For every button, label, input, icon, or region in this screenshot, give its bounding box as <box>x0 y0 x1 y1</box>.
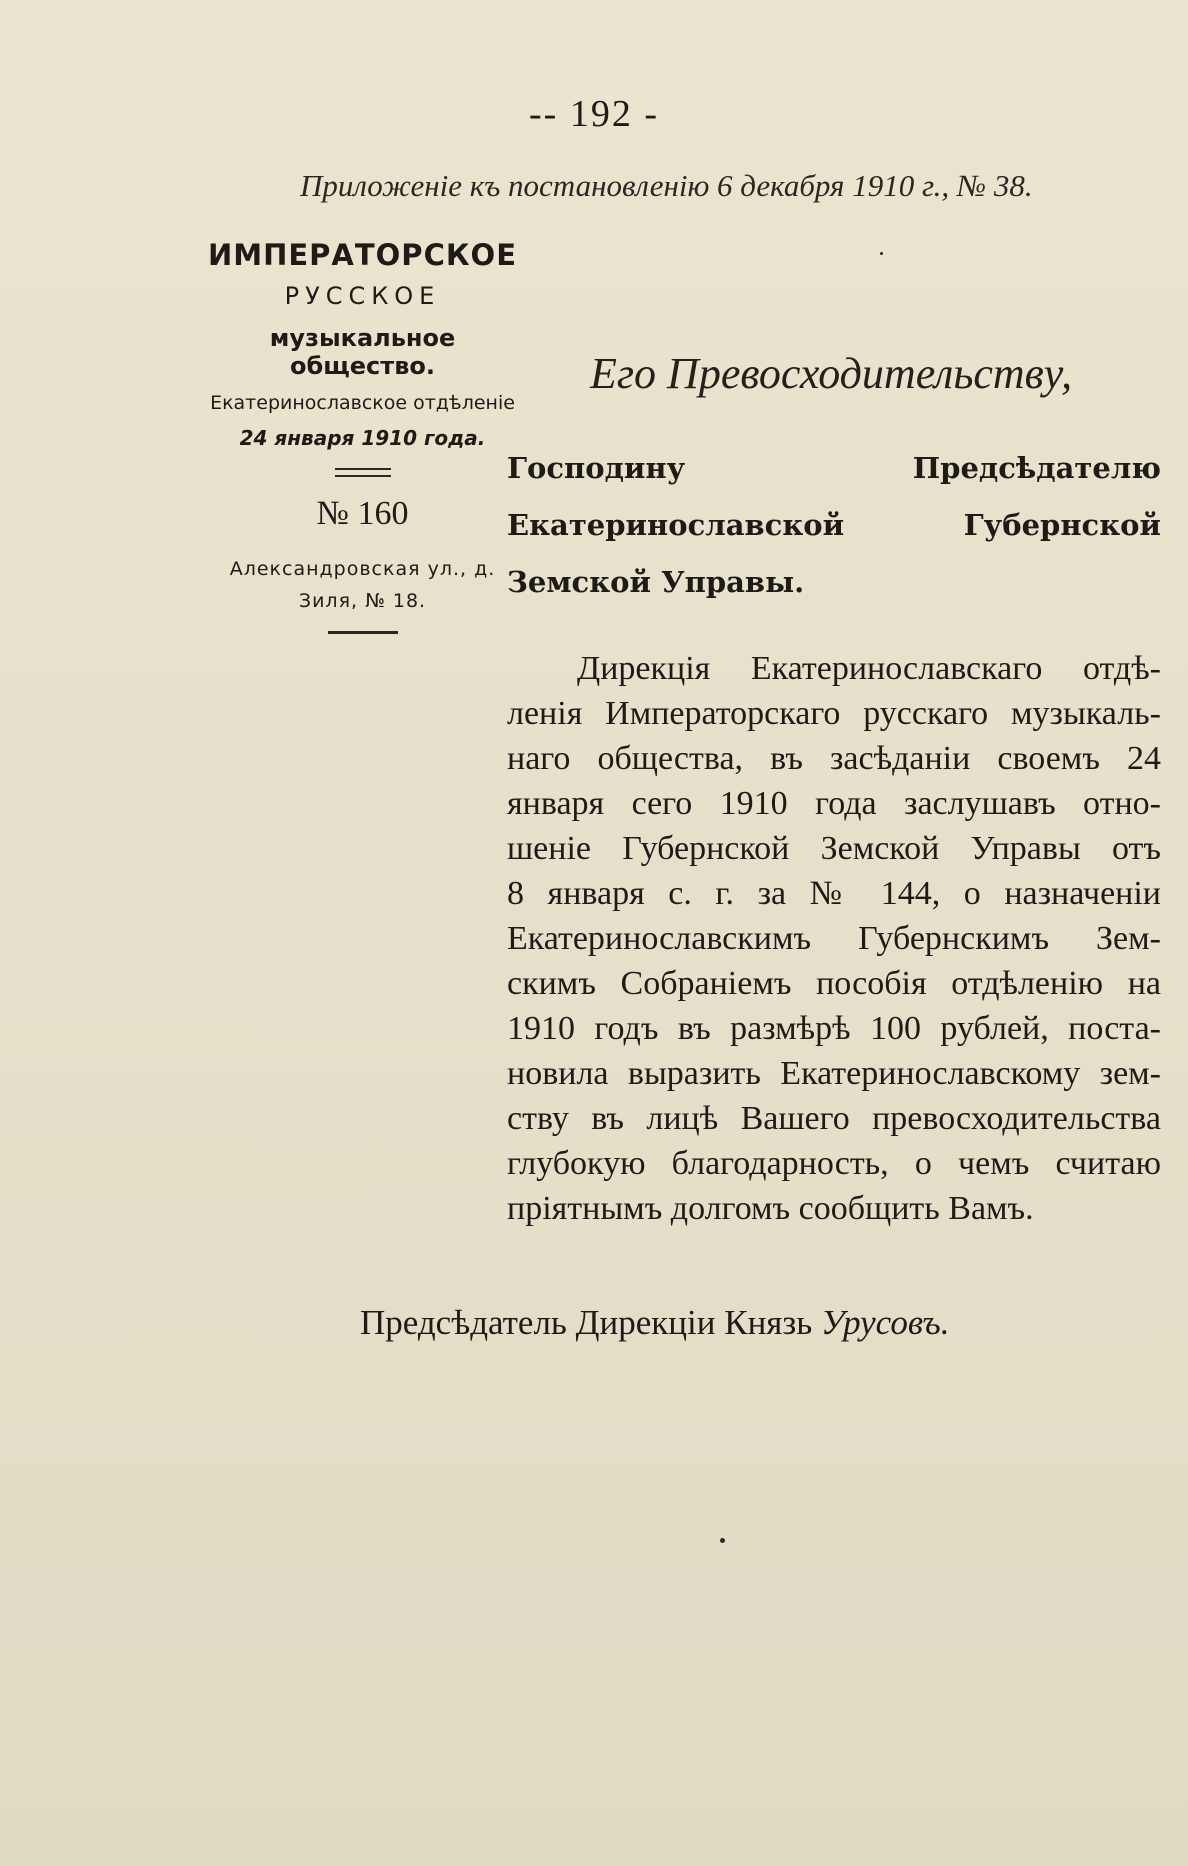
letterhead-stamp <box>205 238 520 634</box>
stamp-line-russian: РУССКОЕ <box>284 282 441 310</box>
address-line-2: Зиля, № 18. <box>298 590 427 612</box>
signature-name: Урусовъ. <box>820 1303 950 1342</box>
signature-title: Предсѣдатель Дирекціи Князь <box>360 1303 813 1342</box>
outgoing-number: № 160 <box>316 495 409 532</box>
address-line-1: Александровская ул., д. <box>229 558 496 580</box>
double-rule-divider <box>335 468 391 477</box>
body-line: ству въ лицѣ Вашего превосходительства <box>507 1100 1161 1137</box>
body-line: скимъ Собраніемъ пособія отдѣленію на <box>507 965 1161 1002</box>
page-number: -- 192 - <box>529 93 659 135</box>
body-line: января сего 1910 года заслушавъ отно- <box>507 785 1161 822</box>
body-line: наго общества, въ засѣданіи своемъ 24 <box>507 740 1161 777</box>
stamp-line-imperial: ИМПЕРАТОРСКОЕ <box>207 238 518 272</box>
letter-body <box>507 646 1161 1231</box>
body-line: ленія Императорскаго русскаго музыкаль- <box>507 695 1161 732</box>
body-line: новила выразить Екатеринославскому зем- <box>507 1055 1161 1092</box>
body-line: 1910 годъ въ размѣрѣ 100 рублей, поста- <box>507 1010 1161 1047</box>
ink-speck <box>880 252 883 255</box>
stamp-address <box>205 553 520 617</box>
body-line: 8 января с. г. за № 144, о назначеніи <box>507 875 1161 912</box>
addressee: Господину Предсѣдателю Екатеринославской Губернской Земской Управы. <box>507 451 1161 599</box>
appendix-reference: Приложеніе къ постановленію 6 декабря 1910 г., № 38. <box>300 168 1033 203</box>
stamp-line-society: музыкальное общество. <box>269 324 456 380</box>
body-line: глубокую благодарность, о чемъ считаю <box>507 1145 1161 1182</box>
body-line: Дирекція Екатеринославскаго отдѣ- <box>577 650 1161 687</box>
rule-divider <box>328 631 398 634</box>
stamp-date: 24 января 1910 года. <box>239 426 486 450</box>
salutation: Его Превосходительству, <box>590 349 1073 398</box>
body-line: пріятнымъ долгомъ сообщить Вамъ. <box>507 1190 1034 1227</box>
body-line: шеніе Губернской Земской Управы отъ <box>507 830 1161 867</box>
stamp-line-branch: Екатеринославское отдѣленіе <box>210 392 515 414</box>
body-line: Екатеринославскимъ Губернскимъ Зем- <box>507 920 1161 957</box>
signature-line <box>360 1303 949 1343</box>
ink-speck <box>720 1538 725 1543</box>
